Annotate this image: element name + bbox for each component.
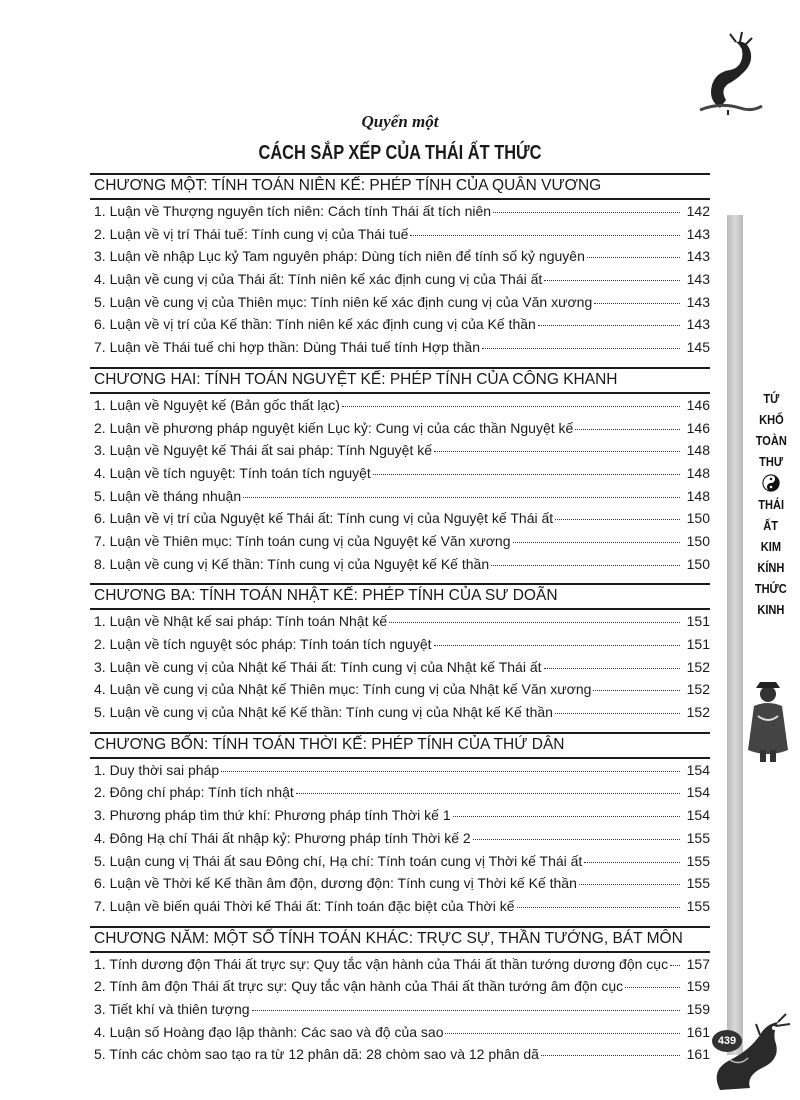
yin-yang-icon [762,474,780,492]
toc-entry-page: 154 [686,761,710,778]
chapter-heading: CHƯƠNG BỐN: TÍNH TOÁN THỜI KẾ: PHÉP TÍNH CỦA THỨ DÂN [90,732,710,759]
toc-entry-text: 3. Luận về nhập Lục kỷ Tam nguyên pháp: Dùng tích niên để tính số kỷ nguyên [94,248,585,265]
dot-leader [491,565,680,566]
toc-entry-text: 5. Luận về tháng nhuận [94,487,242,504]
dot-leader [587,257,680,258]
dot-leader [541,1055,680,1056]
series-title-word: TOÀN [755,433,787,448]
dragon-icon [690,30,765,115]
dot-leader [594,303,680,304]
toc-entry-page: 150 [686,555,710,572]
toc-entry [90,613,710,636]
dot-leader [445,1033,680,1034]
toc-entry-page: 161 [686,1046,710,1063]
toc-entry [90,488,710,511]
toc-entry-page: 145 [686,339,710,356]
book-title-word: KINH [757,602,785,617]
toc-entry-text: 5. Luận về cung vị của Thiên mục: Tính niên kế xác định cung vị của Văn xương [94,293,593,310]
dragon-bottom-icon [700,1010,795,1095]
toc-entry [90,853,710,876]
dot-leader [575,429,680,430]
dot-leader [296,793,680,794]
toc-entry-text: 4. Luận về cung vị của Thái ất: Tính niên kế xác định cung vị của Thái ất [94,271,543,288]
dot-leader [243,497,680,498]
dot-leader [555,713,680,714]
toc-entry-page: 152 [686,658,710,675]
dot-leader [670,965,680,966]
toc-entry-text: 4. Luận số Hoàng đạo lập thành: Các sao và độ của sao [94,1023,444,1040]
toc-entry-text: 3. Luận về Nguyệt kế Thái ất sai pháp: Tính Nguyệt kế [94,442,433,459]
toc-entry-page: 152 [686,704,710,721]
toc-entry [90,339,710,362]
series-title-word: THƯ [759,454,783,469]
toc-entry-text: 2. Tính âm độn Thái ất trực sự: Quy tắc vận hành của Thái ất thần tướng âm độn cục [94,978,624,995]
toc-entry-text: 6. Luận về Thời kế Kế thần âm độn, dương độn: Tính cung vị Thời kế Kế thần [94,875,577,892]
dot-leader [473,839,680,840]
toc-entry-text: 5. Tính các chòm sao tạo ra từ 12 phân dã: 28 chòm sao và 12 phân dã [94,1046,539,1063]
toc-entry-page: 155 [686,852,710,869]
vertical-book-title [743,360,799,718]
toc-entry [90,659,710,682]
toc-entry [90,510,710,533]
toc-entry-text: 2. Luận về phương pháp nguyệt kiến Lục kỷ: Cung vị của các thần Nguyệt kế [94,419,574,436]
toc-entry [90,1024,710,1047]
toc-entry-text: 1. Luận về Nhật kế sai pháp: Tính toán Nhật kế [94,613,388,630]
toc-entry-page: 143 [686,225,710,242]
toc-entry [90,978,710,1001]
toc-entry-page: 146 [686,419,710,436]
dot-leader [517,907,681,908]
toc-entry-page: 159 [686,1000,710,1017]
side-bar [727,215,743,1055]
table-of-contents [90,173,710,1074]
toc-entry [90,784,710,807]
toc-entry-text: 4. Luận về tích nguyệt: Tính toán tích nguyệt [94,464,371,481]
chapter-heading: CHƯƠNG HAI: TÍNH TOÁN NGUYỆT KẾ: PHÉP TÍNH CỦA CÔNG KHANH [90,367,710,394]
toc-entry-page: 151 [686,636,710,652]
page-number: 439 [712,1030,742,1052]
toc-entry-page: 155 [686,829,710,846]
toc-entry [90,316,710,339]
toc-entry [90,898,710,921]
toc-entry-text: 1. Tính dương độn Thái ất trực sự: Quy tắc vận hành của Thái ất thần tướng dương độn cục [94,955,669,972]
toc-entry-text: 4. Luận về cung vị của Nhật kế Thiên mục: Tính cung vị của Nhật kế Văn xương [94,681,592,698]
dot-leader [389,622,680,623]
dot-leader [584,862,680,863]
volume-title: Quyển một [361,112,439,131]
toc-entry [90,271,710,294]
toc-entry [90,420,710,443]
toc-entry [90,1001,710,1024]
toc-entry [90,533,710,556]
figure-icon [738,680,798,765]
toc-entry-text: 5. Luận về cung vị của Nhật kế Kế thần: Tính cung vị của Nhật kế Kế thần [94,704,553,721]
toc-entry-page: 142 [686,203,710,219]
toc-entry-page: 159 [686,978,710,995]
toc-entry [90,556,710,579]
toc-entry-page: 143 [686,271,710,288]
toc-entry [90,442,710,465]
toc-entry-text: 7. Luận về biến quái Thời kế Thái ất: Tính toán đặc biệt của Thời kế [94,897,515,914]
toc-entry [90,226,710,249]
dot-leader [410,235,680,236]
dot-leader [221,771,680,772]
toc-entry-text: 1. Luận về Nguyệt kế (Bản gốc thất lạc) [94,396,340,413]
toc-entry-text: 1. Duy thời sai pháp [94,761,220,778]
toc-entry-text: 2. Luận về tích nguyệt sóc pháp: Tính toán tích nguyệt [94,636,432,652]
dot-leader [252,1010,680,1011]
dot-leader [482,348,680,349]
toc-entry-page: 161 [686,1023,710,1040]
toc-entry-page: 154 [686,807,710,824]
chapter-heading: CHƯƠNG BA: TÍNH TOÁN NHẬT KẾ: PHÉP TÍNH CỦA SƯ DOÃN [90,583,710,610]
chapter-heading: CHƯƠNG NĂM: MỘT SỐ TÍNH TOÁN KHÁC: TRỰC SỰ, THẦN TƯỚNG, BÁT MÔN [90,926,710,953]
dot-leader [434,645,680,646]
toc-entry [90,762,710,785]
toc-entry-text: 2. Đông chí pháp: Tính tích nhật [94,784,294,801]
chapter-entries [90,203,710,362]
toc-entry [90,681,710,704]
toc-entry-page: 148 [686,442,710,459]
book-title-word: THỨC [755,581,787,596]
dot-leader [593,690,680,691]
toc-entry [90,248,710,271]
chapter-entries [90,613,710,726]
toc-entry-page: 146 [686,396,710,413]
toc-entry-text: 7. Luận về Thiên mục: Tính toán cung vị của Nguyệt kế Văn xương [94,532,511,549]
toc-entry [90,397,710,420]
toc-entry-page: 152 [686,681,710,698]
book-title-word: KIM [760,539,782,554]
dot-leader [513,542,680,543]
toc-entry-page: 143 [686,293,710,310]
toc-entry-page: 150 [686,532,710,549]
dot-leader [373,474,680,475]
chapter-entries [90,397,710,579]
toc-entry-page: 143 [686,248,710,265]
section-title: CÁCH SẮP XẾP CỦA THÁI ẤT THỨC [258,142,542,164]
toc-entry [90,830,710,853]
dot-leader [579,884,680,885]
toc-entry-text: 2. Luận về vị trí Thái tuế: Tính cung vị của Thái tuế [94,225,409,242]
dot-leader [555,519,680,520]
book-title-word: KÍNH [757,560,785,575]
toc-entry-text: 1. Luận về Thượng nguyên tích niên: Cách tính Thái ất tích niên [94,203,492,219]
book-title-word: ẤT [763,518,779,533]
toc-entry [90,956,710,979]
toc-entry-page: 154 [686,784,710,801]
toc-entry-page: 148 [686,487,710,504]
toc-entry-text: 6. Luận về vị trí của Nguyệt kế Thái ất: Tính cung vị của Nguyệt kế Thái ất [94,510,554,527]
dot-leader [625,987,680,988]
dot-leader [453,816,680,817]
dot-leader [342,406,680,407]
toc-entry [90,294,710,317]
series-title-word: TỨ [763,391,779,406]
toc-entry-text: 5. Luận cung vị Thái ất sau Đông chí, Hạ chí: Tính toán cung vị Thời kế Thái ất [94,852,583,869]
toc-entry-text: 7. Luận về Thái tuế chi hợp thần: Dùng Thái tuế tính Hợp thần [94,339,480,356]
toc-entry-text: 8. Luận về cung vị Kế thần: Tính cung vị của Nguyệt kế Kế thần [94,555,490,572]
toc-entry-page: 143 [686,316,710,333]
chapter-heading: CHƯƠNG MỘT: TÍNH TOÁN NIÊN KẾ: PHÉP TÍNH CỦA QUÂN VƯƠNG [90,173,710,200]
toc-entry-text: 3. Luận về cung vị của Nhật kế Thái ất: Tính cung vị của Nhật kế Thái ất [94,658,542,675]
chapter-entries [90,762,710,921]
dot-leader [538,325,680,326]
dot-leader [434,451,680,452]
toc-entry [90,465,710,488]
dot-leader [544,668,681,669]
toc-entry-page: 150 [686,510,710,527]
book-title-word: THÁI [758,497,784,512]
toc-entry [90,203,710,226]
toc-entry [90,807,710,830]
toc-entry-text: 3. Phương pháp tìm thứ khí: Phương pháp tính Thời kế 1 [94,807,451,824]
toc-entry [90,636,710,659]
toc-entry-page: 155 [686,897,710,914]
series-title-word: KHỐ [758,412,784,427]
toc-entry [90,1046,710,1069]
toc-entry-text: 3. Tiết khí và thiên tượng [94,1000,250,1017]
toc-entry-text: 4. Đông Hạ chí Thái ất nhập kỷ: Phương pháp tính Thời kế 2 [94,829,471,846]
toc-entry-page: 155 [686,875,710,892]
toc-entry [90,704,710,727]
dot-leader [544,280,680,281]
dot-leader [493,212,680,213]
toc-entry-page: 157 [686,955,710,972]
toc-entry [90,875,710,898]
toc-entry-page: 148 [686,464,710,481]
toc-entry-text: 6. Luận về vị trí của Kế thần: Tính niên kế xác định cung vị của Kế thần [94,316,536,333]
chapter-entries [90,956,710,1069]
toc-entry-page: 151 [686,613,710,630]
